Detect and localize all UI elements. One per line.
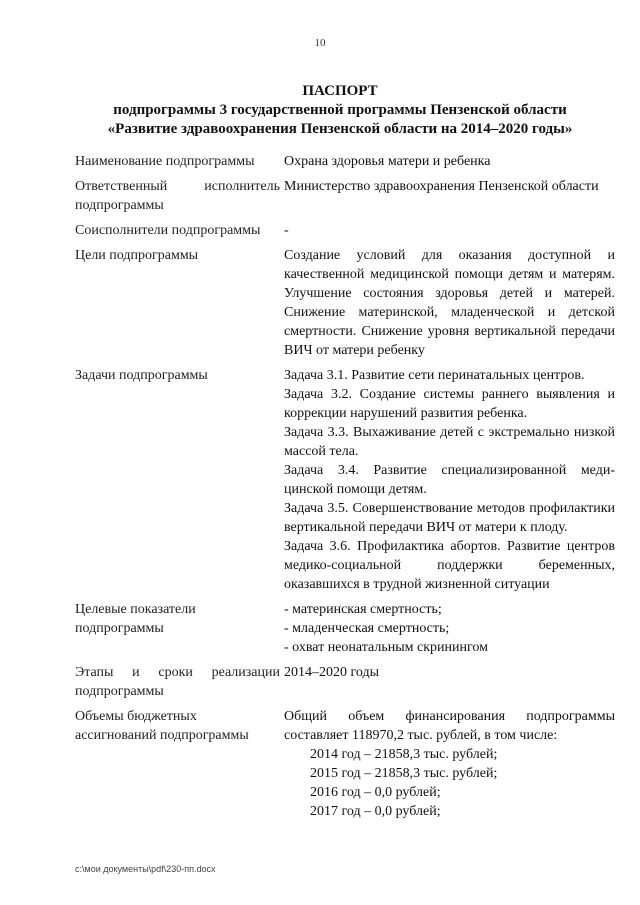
page-number: 10 [314, 37, 326, 49]
task-item: Задача 3.2. Создание системы раннего выявления и коррекции нарушений развития ребенка. [284, 387, 615, 421]
value-line: Создание условий для оказания доступной и качественной медицинской помощи детям и матерям. Улучшение состояния здоровья детей и матерей. Снижение материнской, младенческой и детской смертности. Снижение уровня вертикальной передачи ВИЧ от матери ребенку [284, 248, 615, 358]
row-value [284, 177, 615, 215]
row-value [284, 600, 615, 657]
row-value [284, 152, 615, 171]
task-item: Задача 3.5. Совершенствование методов профилактики вертикальной передачи ВИЧ от матери к плоду. [284, 501, 615, 535]
footer-file-path: c:\мои документы\pdf\230-пп.docx [75, 864, 216, 874]
budget-total: Общий объем финансирования подпрограммы составляет 118970,2 тыс. рублей, в том числе: [284, 709, 615, 743]
document-title [60, 82, 620, 139]
budget-year: 2014 год – 21858,3 тыс. рублей; [310, 747, 498, 762]
title-subprogram: подпрограммы 3 государственной программы Пензенской области [113, 102, 567, 118]
row-label: Ответственный исполнитель подпрограммы [75, 179, 280, 213]
row-tasks [75, 366, 615, 594]
row-label: Целевые показатели подпрограммы [75, 602, 196, 636]
task-item: Задача 3.6. Профилактика абортов. Развитие центров медико-социальной поддержки беременных, оказавшихся в трудной жизненной ситуации [284, 539, 615, 592]
task-item: Задача 3.1. Развитие сети перинатальных центров. [284, 368, 585, 383]
row-label: Наименование подпрограммы [75, 154, 255, 169]
indicator-item: - материнская смертность; [284, 602, 442, 617]
row-label: Объемы бюджетных ассигнований подпрограммы [75, 709, 249, 743]
row-label: Соисполнители подпрограммы [75, 223, 261, 238]
row-value [284, 366, 615, 594]
row-goals [75, 246, 615, 360]
budget-year: 2017 год – 0,0 рублей; [310, 804, 441, 819]
indicator-item: - охват неонатальным скринингом [284, 640, 488, 655]
passport-table [75, 152, 615, 827]
row-stages [75, 663, 615, 701]
task-item: Задача 3.3. Выхаживание детей с экстремально низкой массой тела. [284, 425, 615, 459]
budget-year: 2015 год – 21858,3 тыс. рублей; [310, 766, 498, 781]
value-line: - [284, 223, 289, 238]
row-budget [75, 707, 615, 821]
value-line: 2014–2020 годы [284, 665, 380, 680]
budget-year: 2016 год – 0,0 рублей; [310, 785, 441, 800]
row-executor [75, 177, 615, 215]
title-passport: ПАСПОРТ [302, 83, 378, 99]
row-value [284, 221, 615, 240]
value-line: Министерство здравоохранения Пензенской области [284, 179, 599, 194]
title-program-name: «Развитие здравоохранения Пензенской области на 2014–2020 годы» [107, 121, 573, 137]
row-label: Этапы и сроки реализации подпрограммы [75, 665, 280, 699]
indicator-item: - младенческая смертность; [284, 621, 450, 636]
value-line: Охрана здоровья матери и ребенка [284, 154, 491, 169]
row-coexecutors [75, 221, 615, 240]
row-value [284, 246, 615, 360]
row-value [284, 707, 615, 821]
task-item: Задача 3.4. Развитие специализированной меди-цинской помощи детям. [284, 463, 615, 497]
row-label: Задачи подпрограммы [75, 368, 208, 383]
row-label: Цели подпрограммы [75, 248, 199, 263]
row-name [75, 152, 615, 171]
row-value [284, 663, 615, 701]
row-indicators [75, 600, 615, 657]
